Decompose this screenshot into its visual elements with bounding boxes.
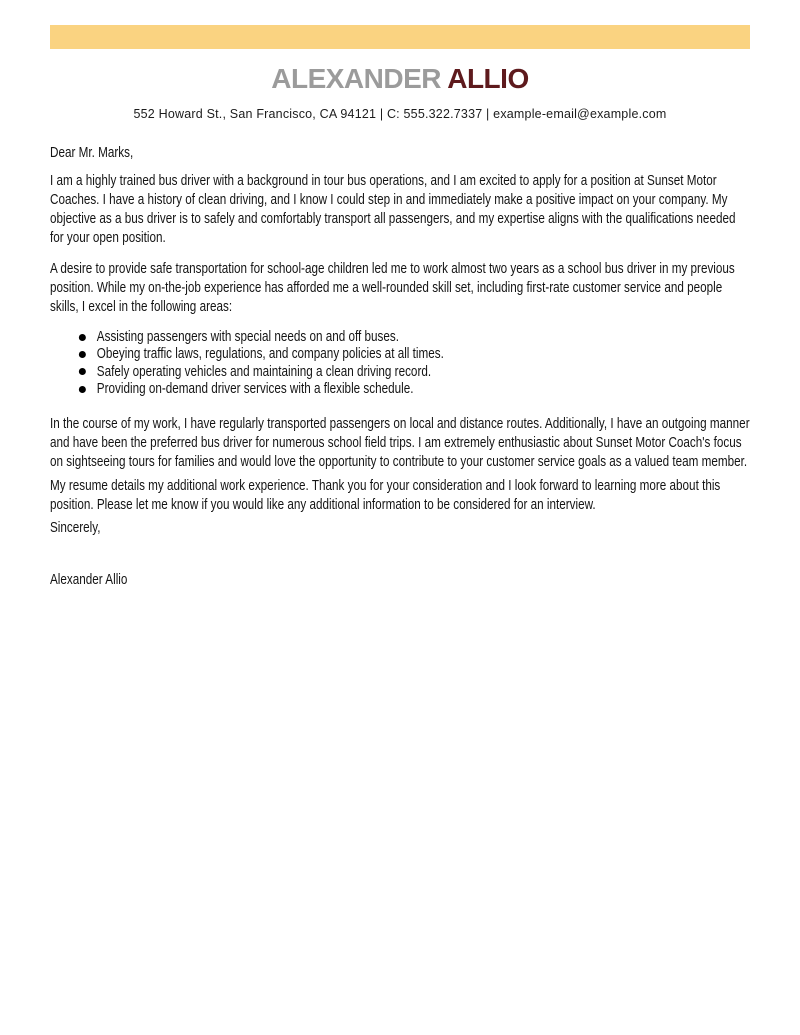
list-item: Safely operating vehicles and maintaining a clean driving record. (50, 363, 750, 380)
list-item: Assisting passengers with special needs on and off buses. (50, 328, 750, 345)
accent-bar (50, 25, 750, 49)
paragraph-experience: A desire to provide safe transportation for school-age children led me to work almost two years as a school bus driver in my previous position. While my on-the-job experience has afforded me a well-rounded skill set, including first-rate customer service and people skills, I excel in the following areas: (50, 260, 735, 315)
letter-text (50, 143, 750, 589)
list-item: Providing on-demand driver services with a flexible schedule. (50, 380, 750, 397)
paragraph-work: In the course of my work, I have regularly transported passengers on local and distance routes. Additionally, I have an outgoing manner and have been the preferred bus driver for numerous school field trips. I am extremely enthusiastic about Sunset Motor Coach's focus on sightseeing tours for families and would love the opportunity to contribute to your customer service goals as a valued team member. (50, 414, 750, 470)
closing: Sincerely, (50, 518, 101, 536)
signature: Alexander Allio (50, 570, 128, 588)
list-item: Obeying traffic laws, regulations, and company policies at all times. (50, 345, 750, 362)
last-name: ALLIO (447, 63, 529, 94)
skills-list (50, 328, 750, 398)
contact-info: 552 Howard St., San Francisco, CA 94121 | C: 555.322.7337 | example-email@example.com (133, 107, 667, 121)
greeting: Dear Mr. Marks, (50, 144, 134, 161)
paragraph-resume: My resume details my additional work experience. Thank you for your consideration and I look forward to learning more about this position. Please let me know if you would like any additional information to be considered for an interview. (50, 476, 721, 513)
letter-body (50, 143, 750, 589)
first-name: ALEXANDER (271, 63, 441, 94)
paragraph-intro: I am a highly trained bus driver with a background in tour bus operations, and I am excited to apply for a position at Sunset Motor Coaches. I have a history of clean driving, and I know I could step in and immediately make a positive impact on your company. My objective as a bus driver is to safely and comfortably transport all passengers, and my expertise aligns with the qualifications needed for your open position. (50, 172, 736, 246)
